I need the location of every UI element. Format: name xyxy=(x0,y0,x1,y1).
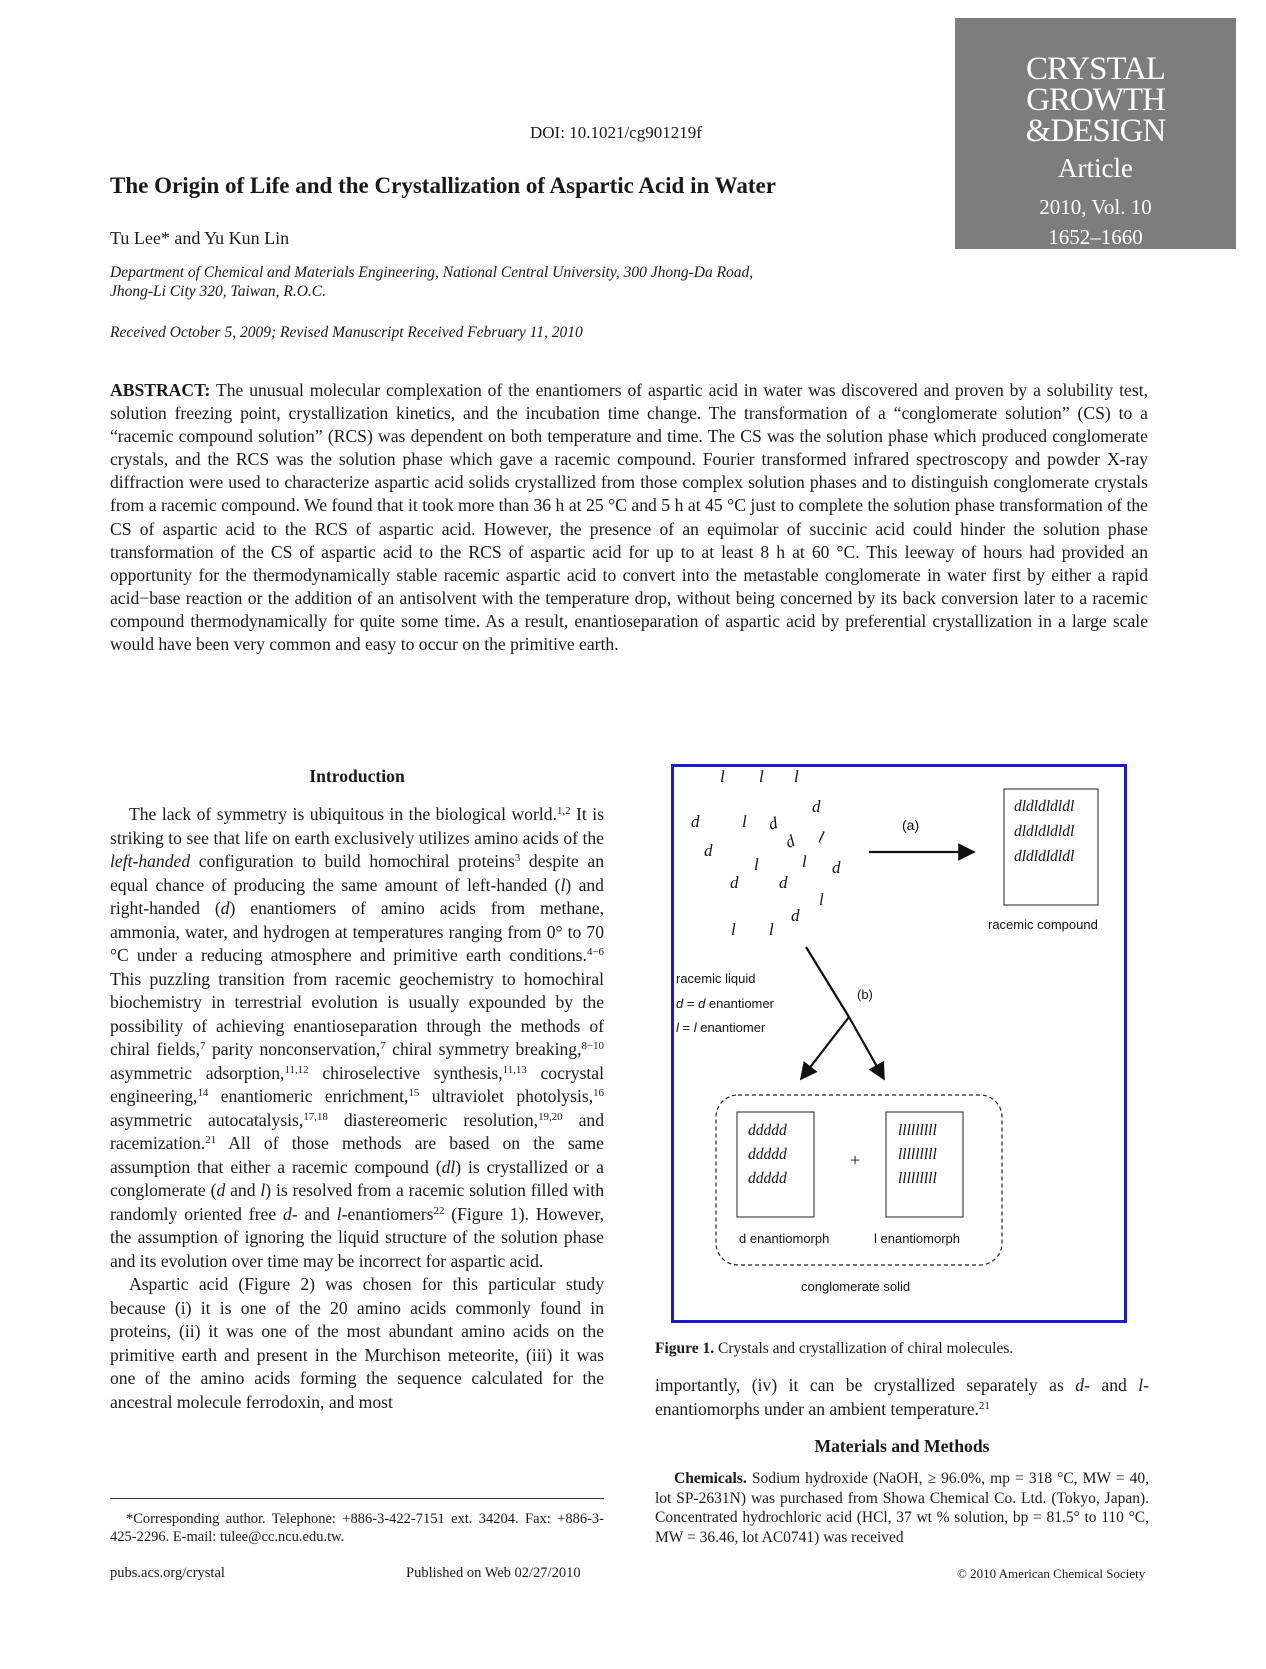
figure-caption-label[interactable]: Figure 1. xyxy=(655,1340,715,1357)
journal-volume: 2010, Vol. 10 xyxy=(1039,195,1152,219)
figure-caption-text: Crystals and crystallization of chiral molecules. xyxy=(718,1340,1014,1357)
molecule-d: d xyxy=(812,797,821,816)
molecule-l: l xyxy=(754,855,759,874)
plus-sign: + xyxy=(850,1150,861,1170)
molecule-l: l xyxy=(731,920,736,939)
ref-citation[interactable]: 7 xyxy=(200,1040,206,1052)
l-row: lllllllll xyxy=(898,1170,937,1187)
journal-name-line2: GROWTH xyxy=(1026,82,1165,118)
molecule-l: l xyxy=(769,920,774,939)
molecule-d: d xyxy=(779,873,788,892)
affiliation xyxy=(110,263,753,301)
label-d-enantiomorph: d enantiomorph xyxy=(739,1231,830,1246)
journal-name-line3: &DESIGN xyxy=(1025,113,1166,149)
ref-citation[interactable]: 22 xyxy=(433,1204,445,1217)
ref-citation[interactable]: 14 xyxy=(197,1087,209,1099)
footer-published-date: Published on Web 02/27/2010 xyxy=(406,1565,581,1581)
article-type: Article xyxy=(1058,153,1133,183)
footer-journal-url[interactable]: pubs.acs.org/crystal xyxy=(110,1565,225,1581)
footnote-divider xyxy=(110,1498,604,1499)
figure-1-diagram xyxy=(674,767,1124,1320)
label-conglomerate-solid: conglomerate solid xyxy=(801,1279,911,1294)
intro-paragraph-2: Aspartic acid (Figure 2) was chosen for this particular study because (i) it is one of the 20 amino acids commonly found in proteins, (ii) it was one of the most abundant amino acids on the primitive earth and present in the Murchison meteorite, (iii) it was one of the amino acids forming the sequence calculated for the ancestral molecule ferrodoxin, and most xyxy=(110,1274,604,1412)
molecule-d: d xyxy=(791,906,800,925)
figure-1-caption xyxy=(655,1340,1013,1358)
molecule-d: d xyxy=(730,873,739,892)
ref-citation[interactable]: 15 xyxy=(408,1087,420,1099)
doi[interactable]: DOI: 10.1021/cg901219f xyxy=(530,123,702,142)
abstract-text: The unusual molecular complexation of the enantiomers of aspartic acid in water was discovered and proven by a solubility test, solution freezing point, crystallization kinetics, and the incubation time change. The transformation of a “conglomerate solution” (CS) to a “racemic compound solution” (RCS) was dependent on both temperature and time. The CS was the solution phase which produced conglomerate crystals, and the RCS was the solution phase which gave a racemic compound. Fourier transformed infrared spectroscopy and powder X-ray diffraction were used to characterize aspartic acid solids crystallized from those complex solution phases and to distinguish conglomerate crystals from a racemic compound. We found that it took more than 36 h at 25 °C and 5 h at 45 °C just to complete the solution phase transformation of the CS of aspartic acid to the RCS of aspartic acid. However, the presence of an equimolar of succinic acid could hinder the solution phase transformation of the CS of aspartic acid to the RCS of aspartic acid for up to at least 8 h at 60 °C. This leeway of hours had provided an opportunity for the thermodynamically stable racemic aspartic acid to convert into the metastable conglomerate in water first by either a rapid acid−base reaction or the addition of an antisolvent with the temperature drop, without being concerned by its back conversion later to a racemic compound thermodynamically for quite some time. As a result, enantioseparation of aspartic acid by preferential crystallization in a large scale would have been very common and easy to occur on the primitive earth. xyxy=(110,380,1148,655)
racemic-row: dldldldldl xyxy=(1014,798,1075,815)
molecule-d: d xyxy=(704,841,713,860)
ref-citation[interactable]: 21 xyxy=(978,1399,990,1412)
molecule-l: l xyxy=(742,812,747,831)
racemic-row: dldldldldl xyxy=(1014,848,1075,865)
affiliation-line1: Department of Chemical and Materials Engineering, National Central University, 300 Jhong-Da Road, xyxy=(110,264,754,281)
arrow-b-right xyxy=(849,1017,884,1079)
ref-citation[interactable]: 11,13 xyxy=(502,1063,527,1076)
introduction-body xyxy=(110,803,604,1414)
d-row: ddddd xyxy=(748,1170,787,1187)
chemicals-label: Chemicals. xyxy=(674,1470,747,1487)
molecule-d: d xyxy=(782,831,798,852)
chemicals-paragraph xyxy=(655,1469,1149,1547)
received-dates: Received October 5, 2009; Revised Manuscript Received February 11, 2010 xyxy=(110,324,583,341)
ref-citation[interactable]: 8−10 xyxy=(581,1040,604,1052)
authors: Tu Lee* and Yu Kun Lin xyxy=(110,228,290,248)
intro-paragraph-1: The lack of symmetry is ubiquitous in the biological world.$^{1,2}$ It is striking to see that life on earth exclusively utilizes amino acids of the left-handed configuration to build homochiral proteins$^3$ despite an equal chance of producing the same amount of left-handed (l) and right-handed (d) enantiomers of amino acids from methane, ammonia, water, and hydrogen at temperatures ranging from 0° to 70 °C under a reducing atmosphere and primitive earth conditions.$^{4-6}$ This puzzling transition from racemic geochemistry to homochiral biochemistry in terrestrial evolution is usually expounded by the possibility of achieving enantioseparation through the methods of chiral fields,$^7$ parity nonconservation,$^7$ chiral symmetry breaking,$^{8-10}$ asymmetric adsorption,$^{11,12}$ chiroselective synthesis,$^{11,13}$ cocrystal engineering,$^{14}$ enantiomeric enrichment,$^{15}$ ultraviolet photolysis,$^{16}$ asymmetric autocatalysis,$^{17,18}$ diastereomeric resolution,$^{19,20}$ and racemization.$^{21}$ All of those methods are based on the same assumption that either a racemic compound (dl) is crystallized or a conglomerate (d and l) is resolved from a racemic solution filled with randomly oriented free d- and l-enantiomers$^{22}$ (Figure 1). However, the assumption of ignoring the liquid structure of the solution phase and its evolution over time may be incorrect for aspartic acid. xyxy=(110,804,605,1271)
label-racemic-compound: racemic compound xyxy=(988,917,1098,932)
racemic-row: dldldldldl xyxy=(1014,823,1075,840)
molecule-l: l xyxy=(720,767,725,786)
abstract-label: ABSTRACT: xyxy=(110,380,211,400)
label-racemic-liquid: racemic liquid xyxy=(676,971,756,986)
legend-l: l = l enantiomer xyxy=(676,1020,766,1035)
label-b: (b) xyxy=(857,987,873,1002)
arrow-b-left xyxy=(801,1017,849,1079)
ref-citation[interactable]: 16 xyxy=(593,1087,604,1099)
legend-d: d = d enantiomer xyxy=(676,996,774,1011)
molecule-d: d xyxy=(832,858,841,877)
ref-citation[interactable]: 21 xyxy=(205,1134,217,1146)
ref-citation[interactable]: 4−6 xyxy=(586,946,604,958)
chemicals-text: Sodium hydroxide (NaOH, ≥ 96.0%, mp = 318 °C, MW = 40, lot SP-2631N) was purchased from Showa Chemical Co. Ltd. (Tokyo, Japan). Concentrated hydrochloric acid (HCl, 37 wt % solution, bp = 81.5° to 110 °C, MW = 36.46, lot AC0741) was received xyxy=(655,1470,1149,1546)
figure-1 xyxy=(671,764,1127,1323)
molecule-d: d xyxy=(766,813,780,834)
racemic-liquid-molecules xyxy=(691,767,841,939)
affiliation-line2: Jhong-Li City 320, Taiwan, R.O.C. xyxy=(110,283,327,300)
abstract xyxy=(110,379,1148,656)
molecule-l: l xyxy=(819,890,824,909)
corresponding-author-footnote: *Corresponding author. Telephone: +886-3-422-7151 ext. 34204. Fax: +886-3-425-2296. E-mail: tulee@cc.ncu.edu.tw. xyxy=(110,1511,604,1545)
journal-name-line1: CRYSTAL xyxy=(1026,51,1165,87)
molecule-l: l xyxy=(759,767,764,786)
footer-copyright: © 2010 American Chemical Society xyxy=(957,1566,1146,1581)
label-l-enantiomorph: l enantiomorph xyxy=(874,1231,960,1246)
ref-citation[interactable]: 3 xyxy=(514,852,521,864)
article-title: The Origin of Life and the Crystallization of Aspartic Acid in Water xyxy=(110,173,776,198)
molecule-l: l xyxy=(802,852,807,871)
ref-citation[interactable]: 19,20 xyxy=(538,1110,563,1123)
l-row: lllllllll xyxy=(898,1146,937,1163)
molecule-d: d xyxy=(691,812,700,831)
journal-badge xyxy=(955,18,1236,249)
ref-citation[interactable]: 11,12 xyxy=(284,1063,309,1076)
section-heading-materials-methods: Materials and Methods xyxy=(814,1436,990,1456)
ref-citation[interactable]: 17,18 xyxy=(303,1110,328,1123)
ref-citation[interactable]: 1,2 xyxy=(556,805,571,817)
l-row: lllllllll xyxy=(898,1122,937,1139)
section-heading-introduction: Introduction xyxy=(309,766,405,786)
molecule-l: l xyxy=(794,767,799,786)
journal-pages: 1652–1660 xyxy=(1048,225,1143,249)
branch-line xyxy=(806,947,849,1017)
label-a: (a) xyxy=(902,817,920,833)
molecule-l: l xyxy=(816,827,827,848)
d-row: ddddd xyxy=(748,1122,787,1139)
intro-continued: importantly, (iv) it can be crystallized separately as d- and l-enantiomorphs under an ambient temperature.$^{21}$ xyxy=(655,1375,1149,1419)
d-row: ddddd xyxy=(748,1146,787,1163)
ref-citation[interactable]: 7 xyxy=(380,1040,386,1052)
